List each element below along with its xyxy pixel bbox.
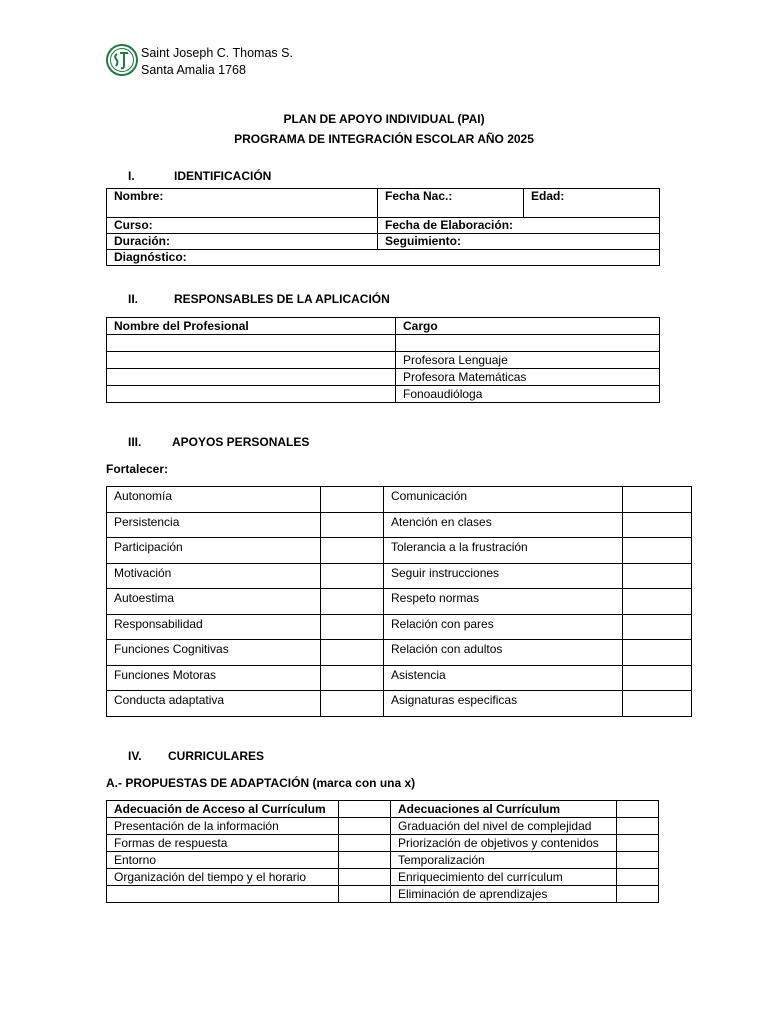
doc-subtitle: PROGRAMA DE INTEGRACIÓN ESCOLAR AÑO 2025 [234, 132, 534, 146]
checkbox-cell[interactable] [617, 886, 659, 903]
list-item: Motivación [107, 563, 321, 589]
checkbox-cell[interactable] [617, 869, 659, 886]
list-item: Persistencia [107, 512, 321, 538]
checkbox-cell[interactable] [623, 614, 692, 640]
section-3-number: III. [128, 435, 142, 449]
section-4-number: IV. [128, 749, 142, 763]
responsables-table [106, 317, 660, 403]
list-item: Eliminación de aprendizajes [391, 886, 617, 903]
field-duracion[interactable]: Duración: [107, 234, 378, 250]
list-item: Temporalización [391, 852, 617, 869]
table-cell[interactable]: Profesora Matemáticas [396, 369, 660, 386]
school-name: Saint Joseph C. Thomas S. [141, 46, 293, 60]
doc-title: PLAN DE APOYO INDIVIDUAL (PAI) [283, 112, 485, 126]
checkbox-cell[interactable] [623, 665, 692, 691]
checkbox-cell[interactable] [623, 691, 692, 717]
section-4-title: CURRICULARES [168, 749, 264, 763]
section-4-subtitle: A.- PROPUESTAS DE ADAPTACIÓN (marca con una x) [106, 776, 416, 790]
table-cell[interactable]: Fonoaudióloga [396, 386, 660, 403]
table-cell[interactable] [396, 335, 660, 352]
table-cell[interactable] [107, 386, 396, 403]
list-item: Comunicación [384, 487, 623, 513]
checkbox-cell[interactable] [623, 512, 692, 538]
list-item: Presentación de la información [107, 818, 339, 835]
col-header-nombre-profesional: Nombre del Profesional [107, 318, 396, 335]
table-cell[interactable] [107, 352, 396, 369]
checkbox-cell[interactable] [617, 835, 659, 852]
list-item: Responsabilidad [107, 614, 321, 640]
list-item: Organización del tiempo y el horario [107, 869, 339, 886]
checkbox-cell[interactable] [321, 563, 384, 589]
table-cell[interactable]: Profesora Lenguaje [396, 352, 660, 369]
list-item: Priorización de objetivos y contenidos [391, 835, 617, 852]
list-item: Funciones Cognitivas [107, 640, 321, 666]
list-item: Seguir instrucciones [384, 563, 623, 589]
col-header-cargo: Cargo [396, 318, 660, 335]
list-item [107, 886, 339, 903]
checkbox-cell[interactable] [339, 886, 391, 903]
identification-table [106, 188, 660, 266]
list-item: Autonomía [107, 487, 321, 513]
table-cell[interactable] [107, 335, 396, 352]
apoyos-personales-table [106, 486, 692, 717]
col-header-adecuaciones: Adecuaciones al Currículum [391, 801, 617, 818]
checkbox-cell[interactable] [321, 614, 384, 640]
list-item: Atención en clases [384, 512, 623, 538]
checkbox-cell[interactable] [321, 640, 384, 666]
list-item: Tolerancia a la frustración [384, 538, 623, 564]
field-seguimiento[interactable]: Seguimiento: [378, 234, 660, 250]
section-1-number: I. [128, 169, 135, 183]
section-2-number: II. [128, 292, 139, 306]
checkbox-cell[interactable] [623, 538, 692, 564]
checkbox-cell[interactable] [617, 852, 659, 869]
checkbox-cell[interactable] [339, 818, 391, 835]
list-item: Asignaturas especificas [384, 691, 623, 717]
list-item: Formas de respuesta [107, 835, 339, 852]
field-diagnostico[interactable]: Diagnóstico: [107, 250, 660, 266]
checkbox-cell[interactable] [623, 563, 692, 589]
list-item: Participación [107, 538, 321, 564]
field-edad[interactable]: Edad: [524, 189, 660, 218]
checkbox-cell[interactable] [623, 640, 692, 666]
checkbox-cell[interactable] [321, 691, 384, 717]
list-item: Conducta adaptativa [107, 691, 321, 717]
checkbox-cell [339, 801, 391, 818]
school-logo [106, 44, 138, 76]
section-1-title: IDENTIFICACIÓN [174, 169, 272, 183]
field-fecha-nac[interactable]: Fecha Nac.: [378, 189, 524, 218]
table-cell[interactable] [107, 369, 396, 386]
list-item: Relación con pares [384, 614, 623, 640]
list-item: Enriquecimiento del currículum [391, 869, 617, 886]
list-item: Respeto normas [384, 589, 623, 615]
checkbox-cell[interactable] [321, 512, 384, 538]
checkbox-cell [617, 801, 659, 818]
checkbox-cell[interactable] [623, 487, 692, 513]
section-2-title: RESPONSABLES DE LA APLICACIÓN [174, 292, 390, 306]
field-nombre[interactable]: Nombre: [107, 189, 378, 218]
checkbox-cell[interactable] [339, 835, 391, 852]
school-address: Santa Amalia 1768 [141, 63, 246, 77]
checkbox-cell[interactable] [321, 487, 384, 513]
field-fecha-elaboracion[interactable]: Fecha de Elaboración: [378, 218, 660, 234]
field-curso[interactable]: Curso: [107, 218, 378, 234]
list-item: Graduación del nivel de complejidad [391, 818, 617, 835]
checkbox-cell[interactable] [617, 818, 659, 835]
checkbox-cell[interactable] [339, 869, 391, 886]
list-item: Autoestima [107, 589, 321, 615]
col-header-acceso: Adecuación de Acceso al Currículum [107, 801, 339, 818]
adaptacion-table [106, 800, 659, 903]
checkbox-cell[interactable] [339, 852, 391, 869]
list-item: Asistencia [384, 665, 623, 691]
school-info [141, 45, 293, 79]
list-item: Relación con adultos [384, 640, 623, 666]
list-item: Funciones Motoras [107, 665, 321, 691]
list-item: Entorno [107, 852, 339, 869]
checkbox-cell[interactable] [321, 589, 384, 615]
section-3-title: APOYOS PERSONALES [172, 435, 310, 449]
checkbox-cell[interactable] [321, 665, 384, 691]
checkbox-cell[interactable] [321, 538, 384, 564]
checkbox-cell[interactable] [623, 589, 692, 615]
fortalecer-label: Fortalecer: [106, 462, 169, 476]
